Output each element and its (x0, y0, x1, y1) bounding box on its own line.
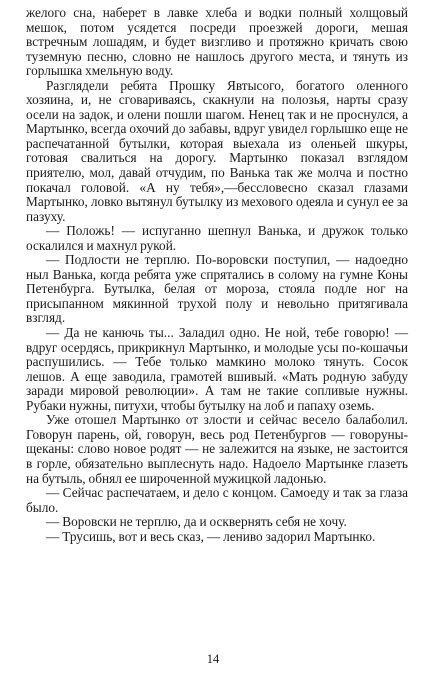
paragraph-7: — Сейчас распечатаем, и дело с концом. Самоеду и так за глаза было. (26, 485, 408, 515)
paragraph-8: — Воровски не терплю, да и осквернять себя не хочу. (46, 514, 347, 530)
paragraph-5: — Да не канючь ты... Заладил одно. Не ной, тебе говорю! — вдруг осердясь, прикрикнул Мартынко, и молодые усы по-кошачьи распушились. — Тебе только мамкино молоко тянуть. Сосок лешов. А еще заводила, грамотей вшивый. «Мать родную забуду заради мировой революции». А там не такие сопливые нужны. Рубаки нужны, питухи, чтобы бутылку на лоб и папаху оземь. (26, 325, 408, 413)
book-page (26, 6, 408, 544)
paragraph-1: желого сна, наберет в лавке хлеба и водки полный холщовый мешок, потом усядется посреди проезжей дороги, мешая встречным лошадям, и будет визгливо и протяжно кричать свою туземную песню, словно не нашлось другого места, и тянуть из горлышка хмельную воду. (26, 5, 408, 79)
paragraph-9: — Трусишь, вот и весь сказ, — лениво задорил Мартынко. (46, 528, 376, 544)
paragraph-2: Разглядели ребята Прошку Явтысого, богатого оленного хозяина, и, не сговариваясь, скакнули на полозья, нарты сразу осели на задок, и олени пошли шагом. Ненец так и не проснулся, а Мартынко, всегда охочий до забавы, вдруг увидел горлышко еще не распечатанной бутылки, которая выехала из оленьей шкуры, готовая свалиться на дорогу. Мартынко показал взглядом приятелю, мол, давай отчудим, по Ванька так же молча и постно покачал головой. «А ну тебя»,—бессловесно сказал глазами Мартынко, ловко вытянул бутылку из мехового одеяла и сунул ее за пазуху. (26, 77, 408, 224)
paragraph-3: — Положь! — испуганно шепнул Ванька, и дружок только оскалился и махнул рукой. (26, 223, 408, 253)
page-number: 14 (206, 652, 220, 666)
paragraph-4: — Подлости не терплю. По-воровски поступил, — надоедно ныл Ванька, когда ребята уже спрятались в солому на гумне Коны Петенбурга. Бутылка, белая от мороза, стояла подле ног на присыпанном мякинной трухой полу и невольно притягивала взгляд. (26, 252, 408, 326)
paragraph-6: Уже отошел Мартынко от злости и сейчас весело балаболил. Говорун парень, ой, говорун, весь род Петенбургов — говоруны-щеканы: слово новое родят — не залежится на языке, не застоится в горле, обязательно выплеснуть надо. Надоело Мартынке глазеть на бутыль, обнял ее широченной мужицкой ладонью. (26, 412, 408, 486)
